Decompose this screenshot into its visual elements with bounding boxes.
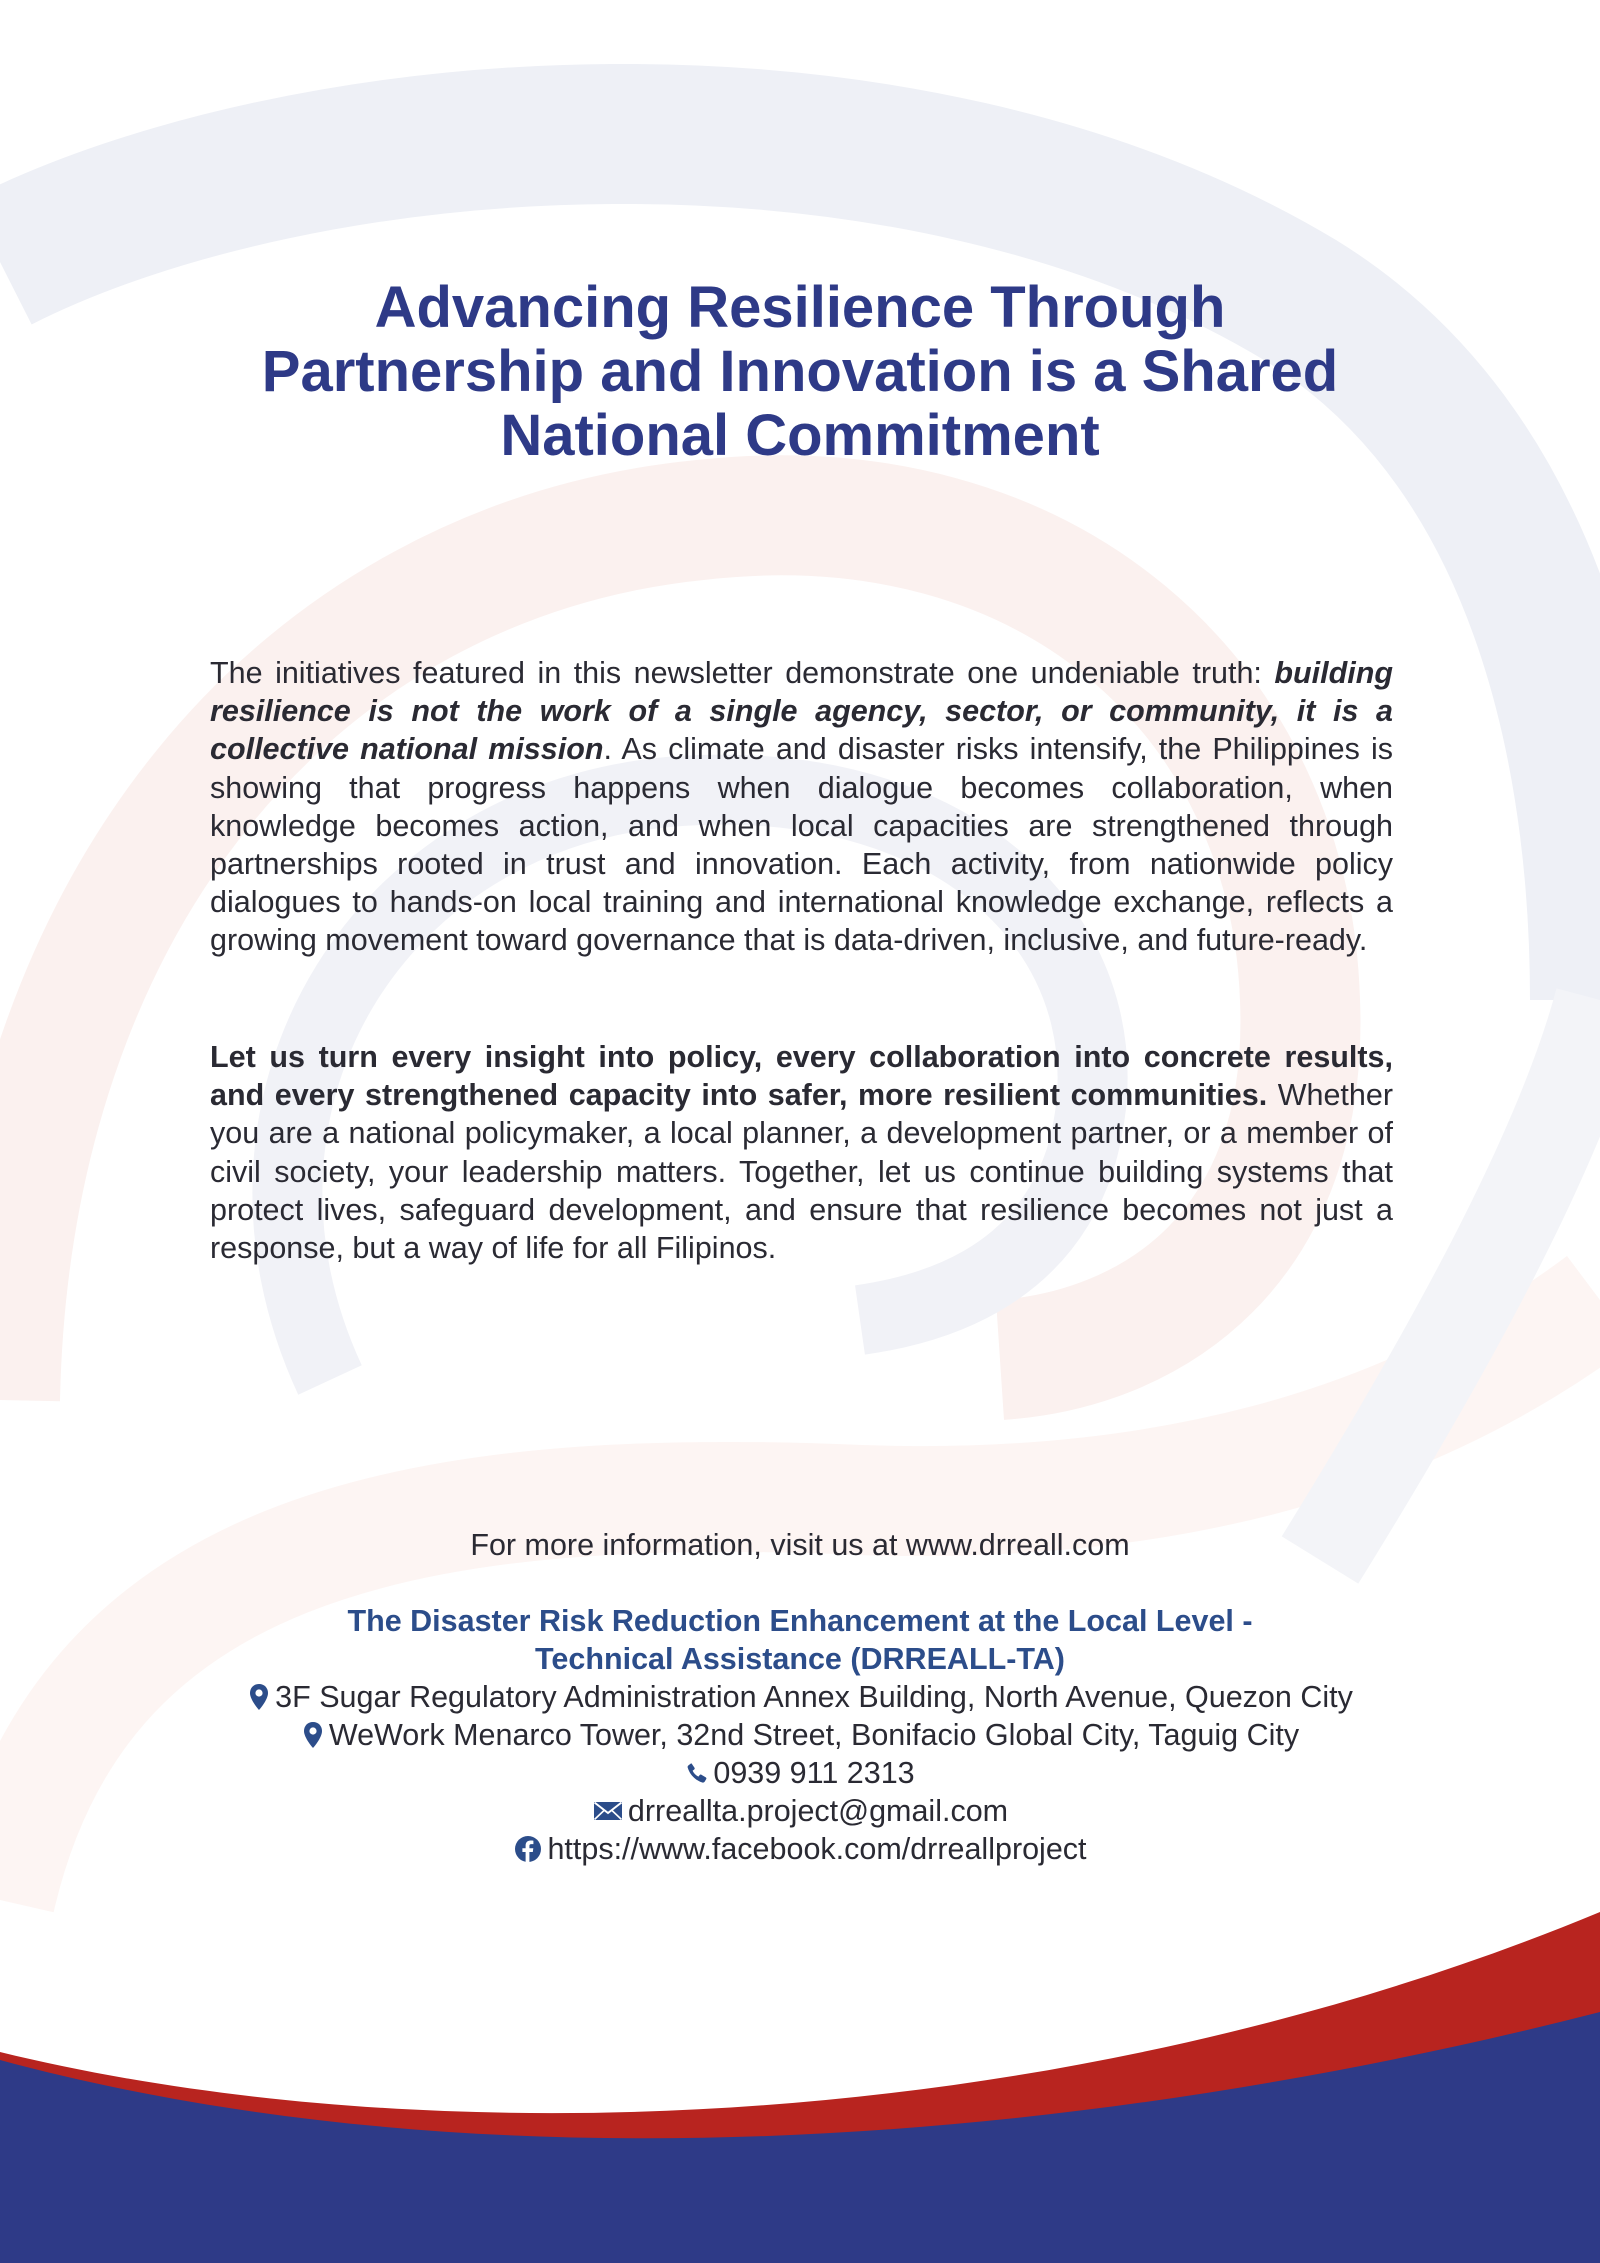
phone-number: 0939 911 2313 xyxy=(713,1756,915,1790)
visit-website-text: For more information, visit us at www.drreall.com xyxy=(470,1528,1130,1562)
address-1-text: 3F Sugar Regulatory Administration Annex Building, North Avenue, Quezon City xyxy=(275,1680,1353,1714)
phone-icon xyxy=(685,1758,709,1788)
body-paragraph-1 xyxy=(210,654,1393,960)
paragraph-2-emphasis: Let us turn every insight into policy, every collaboration into concrete results, and every strengthened capacity into safer, more resilient communities. xyxy=(210,1040,1393,1113)
location-pin-icon xyxy=(301,1720,325,1750)
org-name-line-2: Technical Assistance (DRREALL-TA) xyxy=(535,1642,1065,1676)
location-pin-icon xyxy=(247,1682,271,1712)
email-address[interactable]: drreallta.project@gmail.com xyxy=(627,1794,1009,1828)
title-line-3: National Commitment xyxy=(500,403,1100,468)
paragraph-2-rest: Whether you are a national policymaker, a local planner, a development partner, or a member of civil society, your leadership matters. Together, let us continue building systems that protect lives, safeguard development, and ensure that resilience becomes not just a response, but a way of life for all Filipinos. xyxy=(210,1078,1393,1266)
contact-list xyxy=(0,1678,1600,1868)
title-line-1: Advancing Resilience Through xyxy=(374,275,1226,340)
address-2-text: WeWork Menarco Tower, 32nd Street, Bonifacio Global City, Taguig City xyxy=(328,1718,1300,1752)
envelope-icon xyxy=(592,1796,624,1826)
org-name-line-1: The Disaster Risk Reduction Enhancement at the Local Level - xyxy=(347,1604,1253,1638)
paragraph-1-emphasis: building resilience is not the work of a single agency, sector, or community, it is a collective national mission xyxy=(210,656,1393,767)
body-paragraph-2 xyxy=(210,1038,1393,1267)
facebook-icon xyxy=(513,1834,543,1864)
paragraph-1-rest: . As climate and disaster risks intensify, the Philippines is showing that progress happens when dialogue becomes collaboration, when knowledge becomes action, and when local capacities are strengthened through partnerships rooted in trust and innovation. Each activity, from nationwide policy dialogues to hands-on local training and international knowledge exchange, reflects a growing movement toward governance that is data-driven, inclusive, and future-ready. xyxy=(210,732,1393,958)
facebook-row xyxy=(0,1830,1600,1868)
paragraph-1-intro: The initiatives featured in this newsletter demonstrate one undeniable truth: xyxy=(210,656,1275,690)
email-row xyxy=(0,1792,1600,1830)
page-title xyxy=(150,276,1450,468)
organization-name xyxy=(0,1602,1600,1678)
title-line-2: Partnership and Innovation is a Shared xyxy=(261,339,1339,404)
phone-row xyxy=(0,1754,1600,1792)
address-row-1 xyxy=(0,1678,1600,1716)
facebook-link[interactable]: https://www.facebook.com/drreallproject xyxy=(547,1832,1087,1866)
address-row-2 xyxy=(0,1716,1600,1754)
